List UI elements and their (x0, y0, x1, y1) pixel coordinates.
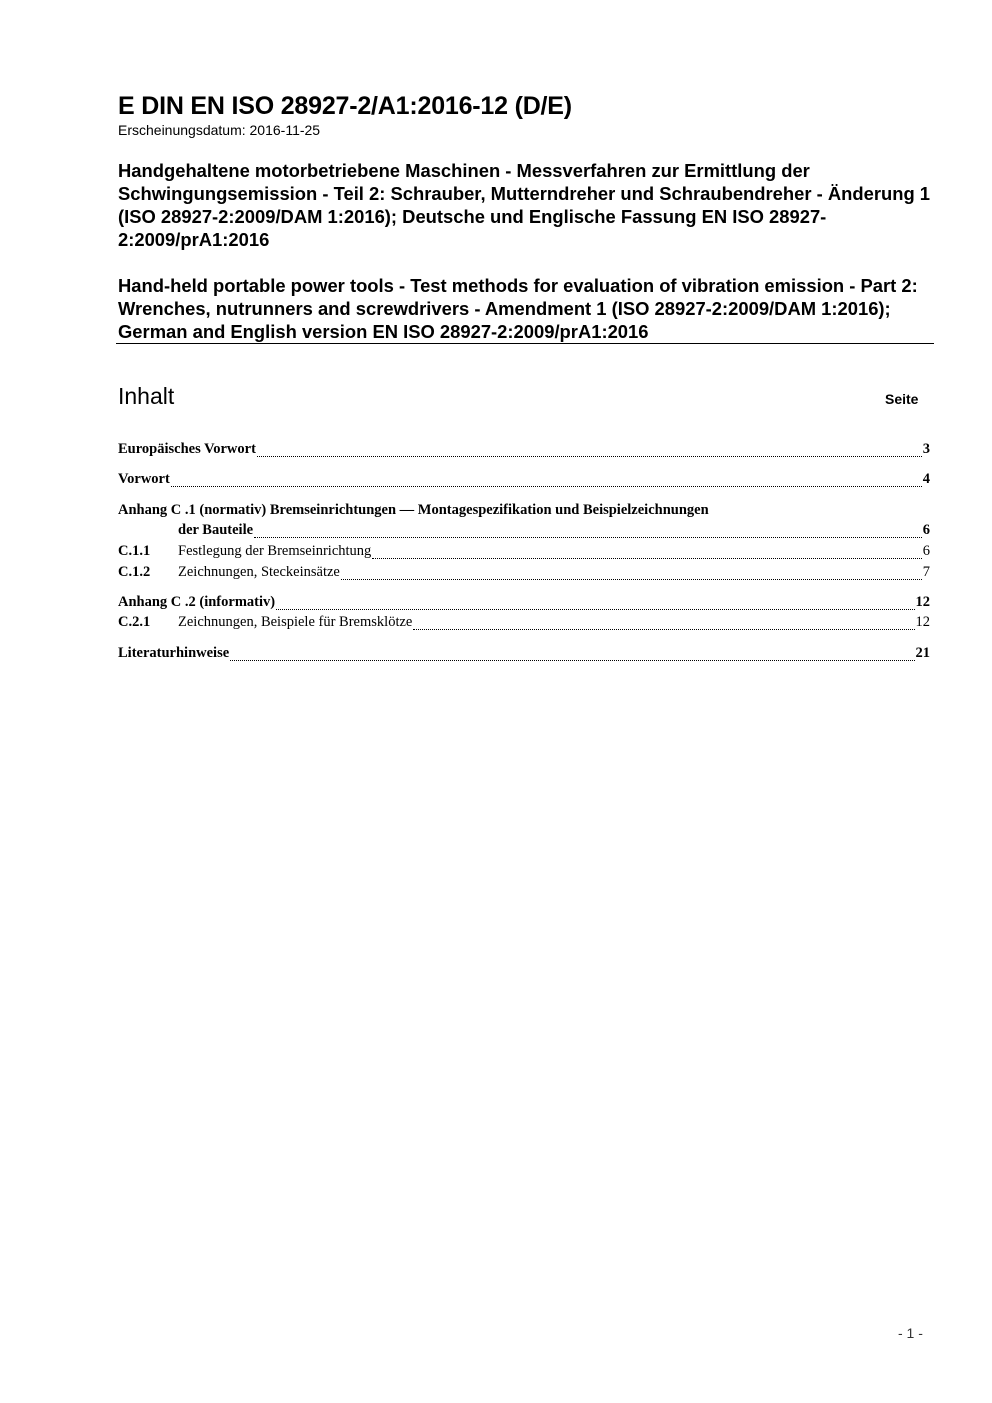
toc-entry-number: C.1.1 (118, 543, 151, 559)
toc-leader-dots (230, 660, 914, 661)
toc-entry-number: C.1.2 (118, 564, 151, 580)
title-divider (116, 343, 934, 344)
toc-heading: Inhalt (118, 383, 175, 409)
toc-leader-dots (372, 558, 921, 559)
toc-entry-label: Vorwort (118, 471, 170, 487)
toc-entry-page: 6 (922, 543, 930, 559)
toc-entry-label: Festlegung der Bremseinrichtung (178, 543, 372, 559)
footer-page-number: - 1 - (898, 1325, 923, 1341)
toc-leader-dots (341, 579, 922, 580)
toc-entry-label: Zeichnungen, Steckeinsätze (178, 564, 340, 580)
toc-entry-label: Europäisches Vorwort (118, 441, 256, 457)
toc-page-column-label: Seite (885, 391, 919, 407)
toc-entry-c-1-1[interactable] (118, 543, 930, 563)
toc-entry-page: 7 (922, 564, 930, 580)
toc-leader-dots (276, 609, 914, 610)
toc-entry-page: 12 (915, 594, 930, 610)
toc-leader-dots (257, 456, 922, 457)
title-english: Hand-held portable power tools - Test methods for evaluation of vibration emission - Part 2: Wrenches, nutrunners and screwdrivers - Amendment 1 (ISO 28927-2:2009/DAM 1:2016); German and English version EN ISO 28927-2:2009/prA1:2016 (118, 275, 918, 342)
toc-entry-label: Zeichnungen, Beispiele für Bremsklötze (178, 614, 413, 630)
toc-entry-vorwort[interactable] (118, 471, 930, 491)
toc-entry-label: Literaturhinweise (118, 645, 230, 661)
toc-entry-page: 6 (922, 522, 930, 538)
publication-date: Erscheinungsdatum: 2016-11-25 (118, 122, 321, 138)
title-german: Handgehaltene motorbetriebene Maschinen - Messverfahren zur Ermittlung der Schwingungsemission - Teil 2: Schrauber, Mutterndreher und Schraubendreher - Änderung 1 (ISO 28927-2:2009/DAM 1:2016); Deutsche und Englische Fassung EN ISO 28927-2:2009/prA1:2016 (118, 160, 931, 250)
toc-entry-anhang-c2[interactable] (118, 594, 930, 614)
document-id-title: E DIN EN ISO 28927-2/A1:2016-12 (D/E) (118, 92, 572, 120)
toc-entry-number: C.2.1 (118, 614, 151, 630)
toc-leader-dots (254, 537, 922, 538)
toc-entry-c-1-2[interactable] (118, 564, 930, 584)
toc-entry-page: 3 (922, 441, 930, 457)
toc-entry-label: der Bauteile (178, 522, 254, 538)
toc-entry-label: Anhang C .2 (informativ) (118, 594, 276, 610)
toc-leader-dots (413, 629, 914, 630)
toc-entry-label: Anhang C .1 (normativ) Bremseinrichtungen — Montagespezifikation und Beispielzeichnungen (118, 502, 709, 518)
toc-entry-anhang-c1[interactable] (178, 522, 930, 542)
toc-entry-c-2-1[interactable] (118, 614, 930, 634)
toc-leader-dots (171, 486, 922, 487)
toc-entry-page: 12 (915, 614, 930, 630)
toc-entry-page: 4 (922, 471, 930, 487)
toc-entry-literaturhinweise[interactable] (118, 645, 930, 665)
toc-entry-page: 21 (915, 645, 930, 661)
toc-entry-anhang-c1-line1[interactable] (118, 502, 930, 519)
toc-entry-europaeisches-vorwort[interactable] (118, 441, 930, 461)
